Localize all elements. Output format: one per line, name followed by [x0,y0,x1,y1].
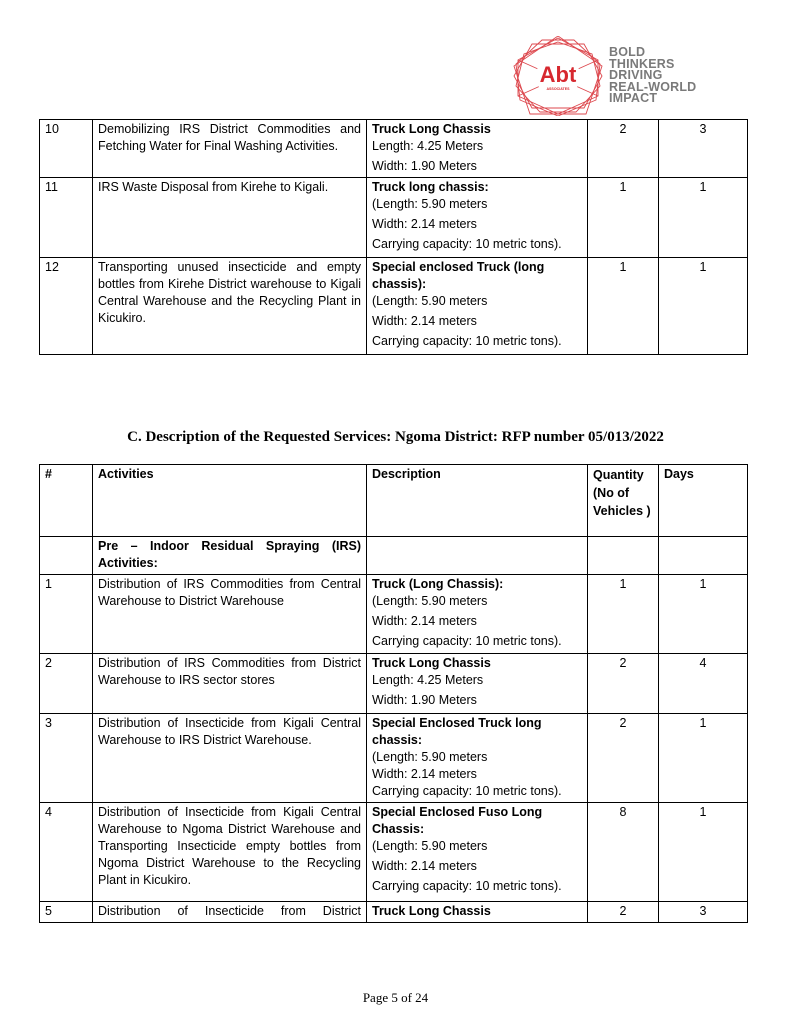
description-title: Special Enclosed Truck long chassis: [372,716,542,747]
logo-subtext: ASSOCIATES [546,87,570,91]
abt-logo-mark [512,36,604,116]
tagline-line: DRIVING [609,68,663,82]
header-days: Days [659,465,748,537]
description-line: (Length: 5.90 meters [372,750,488,764]
days-cell: 4 [659,654,748,714]
activity-cell: Distribution of IRS Commodities from District Warehouse to IRS sector stores [93,654,367,714]
description-title: Truck long chassis: [372,180,489,194]
row-number: 12 [40,258,93,355]
tagline-line: IMPACT [609,91,658,105]
description-line: Width: 2.14 meters [372,314,477,328]
tagline-line: THINKERS [609,56,675,71]
days-cell: 1 [659,803,748,902]
description-line: Carrying capacity: 10 metric tons). [372,879,562,893]
table-row [40,258,748,355]
description-cell [367,902,588,923]
logo-text: Abt [539,62,577,87]
quantity-cell: 2 [588,120,659,178]
description-title: Special enclosed Truck (long chassis): [372,260,545,291]
description-line: Width: 2.14 meters [372,767,477,781]
table-row [40,803,748,902]
quantity-cell: 1 [588,258,659,355]
quantity-cell: 2 [588,654,659,714]
description-line: Width: 2.14 meters [372,217,477,231]
services-table-continued [39,119,748,355]
quantity-cell: 1 [588,575,659,654]
description-line: Carrying capacity: 10 metric tons). [372,634,562,648]
activity-cell: IRS Waste Disposal from Kirehe to Kigali. [93,178,367,258]
description-title: Truck (Long Chassis): [372,577,504,591]
row-number: 1 [40,575,93,654]
empty-cell [588,537,659,575]
table-header-row [40,465,748,537]
row-number: 11 [40,178,93,258]
table-row [40,575,748,654]
description-line: Length: 4.25 Meters [372,673,484,687]
description-line: Length: 4.25 Meters [372,139,484,153]
brand-tagline [609,47,696,105]
row-number: 10 [40,120,93,178]
days-cell: 1 [659,575,748,654]
days-cell: 3 [659,120,748,178]
row-number: 5 [40,902,93,923]
description-line: Width: 1.90 Meters [372,693,477,707]
activity-cell: Distribution of Insecticide from Kigali Central Warehouse to IRS District Warehouse. [93,714,367,803]
header-number: # [40,465,93,537]
activity-cell: Distribution of Insecticide from Kigali Central Warehouse to Ngoma District Warehouse and Transporting Insecticide empty bottles from Ngoma District Warehouse to the Recycling Plant in Kicukiro. [93,803,367,902]
description-line: Width: 1.90 Meters [372,159,477,173]
description-line: (Length: 5.90 meters [372,839,488,853]
table-row [40,902,748,923]
quantity-cell: 2 [588,902,659,923]
description-line: (Length: 5.90 meters [372,594,488,608]
phase-row [40,537,748,575]
page-number: Page 5 of 24 [362,990,429,1005]
description-cell [367,120,588,178]
table-row [40,654,748,714]
days-cell: 1 [659,178,748,258]
table-row [40,714,748,803]
empty-cell [659,537,748,575]
quantity-cell: 2 [588,714,659,803]
description-line: Carrying capacity: 10 metric tons). [372,334,562,348]
days-cell: 3 [659,902,748,923]
description-title: Truck Long Chassis [372,904,491,918]
row-number: 3 [40,714,93,803]
description-line: Carrying capacity: 10 metric tons). [372,237,562,251]
description-cell [367,654,588,714]
activity-cell: Transporting unused insecticide and empty bottles from Kirehe District warehouse to Kigali Central Warehouse and the Recycling Plant in Kicukiro. [93,258,367,355]
header-activities: Activities [93,465,367,537]
description-cell [367,803,588,902]
table-row [40,120,748,178]
description-line: Width: 2.14 meters [372,614,477,628]
description-title: Special Enclosed Fuso Long Chassis: [372,805,543,836]
header-quantity: Quantity (No of Vehicles ) [588,465,659,537]
tagline-line: REAL-WORLD [609,79,697,94]
description-cell [367,714,588,803]
description-title: Truck Long Chassis [372,656,491,670]
header-description: Description [367,465,588,537]
quantity-cell: 1 [588,178,659,258]
phase-label: Pre – Indoor Residual Spraying (IRS) Activities: [93,537,367,575]
quantity-cell: 8 [588,803,659,902]
description-line: Carrying capacity: 10 metric tons). [372,784,562,798]
description-cell [367,575,588,654]
description-title: Truck Long Chassis [372,122,491,136]
activity-cell: Distribution of Insecticide from District [93,902,367,923]
days-cell: 1 [659,714,748,803]
activity-cell: Distribution of IRS Commodities from Central Warehouse to District Warehouse [93,575,367,654]
row-number: 4 [40,803,93,902]
days-cell: 1 [659,258,748,355]
activity-cell: Demobilizing IRS District Commodities and Fetching Water for Final Washing Activities. [93,120,367,178]
section-heading: C. Description of the Requested Services: Ngoma District: RFP number 05/013/2022 [127,429,664,445]
table-row [40,178,748,258]
abt-logo [512,36,712,116]
tagline-line: BOLD [609,45,646,59]
description-line: (Length: 5.90 meters [372,197,488,211]
description-cell [367,258,588,355]
description-cell [367,178,588,258]
ngoma-services-table [39,464,748,923]
description-line: Width: 2.14 meters [372,859,477,873]
row-number: 2 [40,654,93,714]
description-line: (Length: 5.90 meters [372,294,488,308]
empty-cell [367,537,588,575]
empty-cell [40,537,93,575]
